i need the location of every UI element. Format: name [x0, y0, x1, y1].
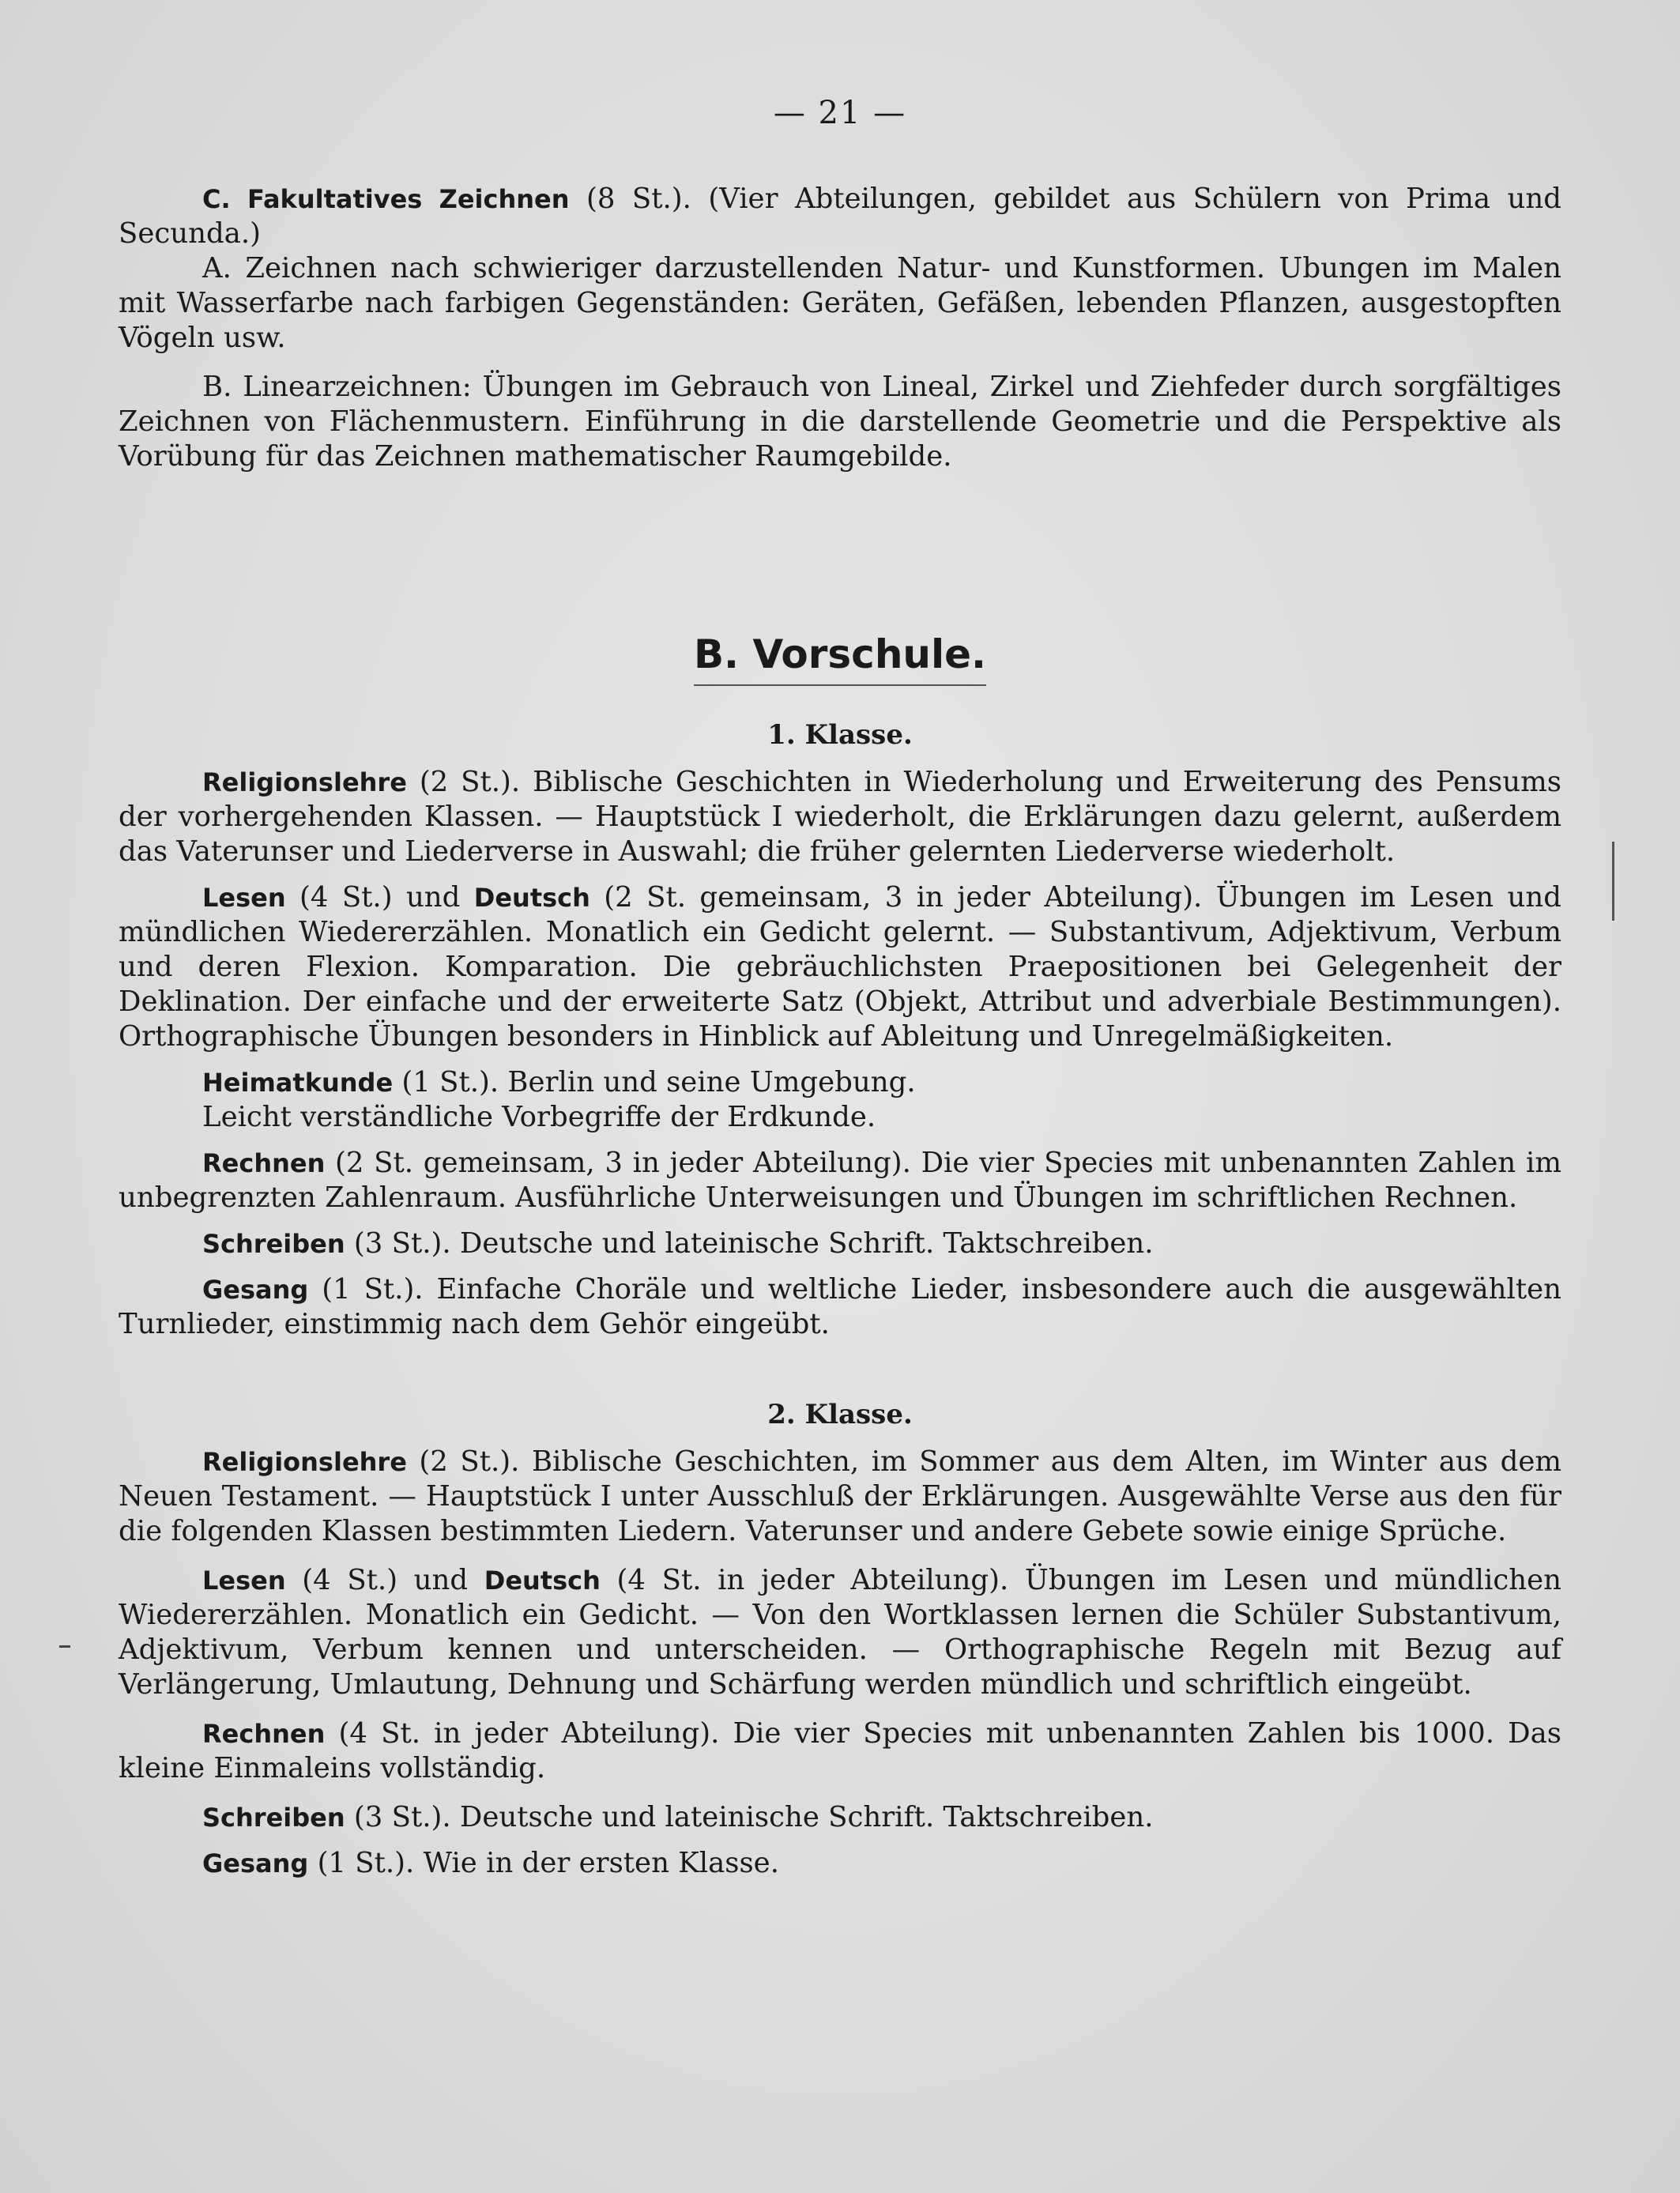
paragraph-k2-rechnen — [119, 1716, 1561, 1786]
text-k2-rechnen: (4 St. in jeder Abteilung). Die vier Species mit unbenannten Zahlen bis 1000. Das kleine Einmaleins vollständig. — [119, 1717, 1561, 1784]
keyword-lesen: Lesen — [202, 883, 286, 913]
paragraph-linearzeichnen-b: B. Linearzeichnen: Übungen im Gebrauch von Lineal, Zirkel und Ziehfeder durch sorgfältiges Zeichnen von Flächenmustern. Einführung in die darstellende Geometrie und die Perspektive als Vorübung für das Zeichnen mathematischer Raumgebilde. — [119, 371, 1561, 473]
text-k1-schreiben: (3 St.). Deutsche und lateinische Schrift. Taktschreiben. — [345, 1227, 1154, 1260]
paragraph-k2-religion — [119, 1445, 1561, 1549]
paragraph-k1-gesang — [119, 1272, 1561, 1342]
paragraph-k1-schreiben — [119, 1226, 1561, 1261]
paragraph-k1-religion — [119, 765, 1561, 869]
class-heading-1: 1. Klasse. — [767, 719, 913, 751]
text-k2-lesen: (4 St. in jeder Abteilung). Übungen im Lesen und mündlichen Wiedererzählen. Monatlich ein Gedicht. — Von den Wortklassen lernen die Schüler Substantivum, Adjektivum, Verbum kennen und unterscheiden. — Orthographische Regeln mit Bezug auf Verlängerung, Umlautung, Dehnung und Schärfung werden mündlich und schriftlich eingeübt. — [119, 1564, 1561, 1701]
text-k2-lesen-mid: (4 St.) und — [285, 1564, 484, 1596]
paragraph-fakultatives-zeichnen — [119, 182, 1561, 251]
page-content — [119, 95, 1561, 1881]
keyword-rechnen: Rechnen — [202, 1719, 326, 1749]
keyword-deutsch: Deutsch — [484, 1566, 601, 1596]
keyword-gesang: Gesang — [202, 1848, 309, 1878]
text-k1-lesen: (2 St. gemeinsam, 3 in jeder Abteilung). Übungen im Lesen und mündlichen Wiedererzählen. Monatlich ein Gedicht gelernt. — Substantivum, Adjektivum, Verbum und deren Flexion. Komparation. Die gebräuchlichsten Praepositionen bei Gelegenheit der Deklination. Der einfache und der erweiterte Satz (Objekt, Attribut und adverbiale Bestimmungen). Orthographische Übungen besonders in Hinblick auf Ableitung und Unregelmäßigkeiten. — [119, 881, 1561, 1053]
margin-mark — [1612, 842, 1614, 921]
section-title-text: B. Vorschule. — [694, 631, 986, 686]
class-heading-2: 2. Klasse. — [767, 1399, 913, 1430]
paragraph-k2-gesang — [119, 1846, 1561, 1881]
paragraph-k2-schreiben — [119, 1800, 1561, 1835]
keyword-schreiben: Schreiben — [202, 1229, 345, 1259]
text-k1-lesen-mid: (4 St.) und — [285, 881, 474, 914]
paragraph-k1-heimatkunde — [119, 1065, 1561, 1100]
paragraph-k2-lesen-deutsch — [119, 1563, 1561, 1702]
paragraph-k1-lesen-deutsch — [119, 880, 1561, 1054]
keyword-religionslehre: Religionslehre — [202, 1447, 407, 1477]
keyword-deutsch: Deutsch — [473, 883, 590, 913]
keyword-schreiben: Schreiben — [202, 1803, 345, 1833]
text-k1-gesang: (1 St.). Einfache Choräle und weltliche Lieder, insbesondere auch die ausgewählten Turnlieder, einstimmig nach dem Gehör eingeübt. — [119, 1273, 1561, 1340]
keyword-religionslehre: Religionslehre — [202, 767, 407, 797]
page-number: — 21 — — [773, 95, 907, 131]
paragraph-k1-heimatkunde-line2: Leicht verständliche Vorbegriffe der Erdkunde. — [202, 1101, 876, 1133]
keyword-heimatkunde: Heimatkunde — [202, 1068, 394, 1098]
keyword-lesen: Lesen — [202, 1566, 286, 1596]
margin-dot — [59, 1645, 70, 1648]
keyword-rechnen: Rechnen — [202, 1148, 326, 1178]
paragraph-k1-rechnen — [119, 1146, 1561, 1215]
text-k1-religion: (2 St.). Biblische Geschichten in Wiederholung und Erweiterung des Pensums der vorhergehenden Klassen. — Hauptstück I wiederholt, die Erklärungen dazu gelernt, außerdem das Vaterunser und Liederverse in Auswahl; die früher gelernten Liederverse wiederholt. — [119, 766, 1561, 868]
text-k1-rechnen: (2 St. gemeinsam, 3 in jeder Abteilung). Die vier Species mit unbenannten Zahlen im unbegrenzten Zahlenraum. Ausführliche Unterweisungen und Übungen im schriftlichen Rechnen. — [119, 1147, 1561, 1214]
section-title-vorschule — [119, 631, 1561, 686]
text-k2-religion: (2 St.). Biblische Geschichten, im Sommer aus dem Alten, im Winter aus dem Neuen Testament. — Hauptstück I unter Ausschluß der Erklärungen. Ausgewählte Verse aus den für die folgenden Klassen bestimmten Liedern. Vaterunser und andere Gebete sowie einige Sprüche. — [119, 1445, 1561, 1547]
text-k1-heimatkunde: (1 St.). Berlin und seine Umgebung. — [393, 1066, 916, 1098]
paragraph-zeichnen-a: A. Zeichnen nach schwieriger darzustellenden Natur- und Kunstformen. Ubungen im Malen mit Wasserfarbe nach farbigen Gegenständen: Geräten, Gefäßen, lebenden Pflanzen, ausgestopften Vögeln usw. — [119, 252, 1561, 354]
text-k2-gesang: (1 St.). Wie in der ersten Klasse. — [308, 1847, 779, 1879]
text-k2-schreiben: (3 St.). Deutsche und lateinische Schrift. Taktschreiben. — [345, 1801, 1154, 1833]
keyword-gesang: Gesang — [202, 1275, 309, 1305]
keyword-fakultatives-zeichnen: C. Fakultatives Zeichnen — [202, 184, 570, 214]
text-fakultatives-zeichnen: (8 St.). (Vier Abteilungen, gebildet aus Schülern von Prima und Secunda.) — [119, 183, 1561, 250]
